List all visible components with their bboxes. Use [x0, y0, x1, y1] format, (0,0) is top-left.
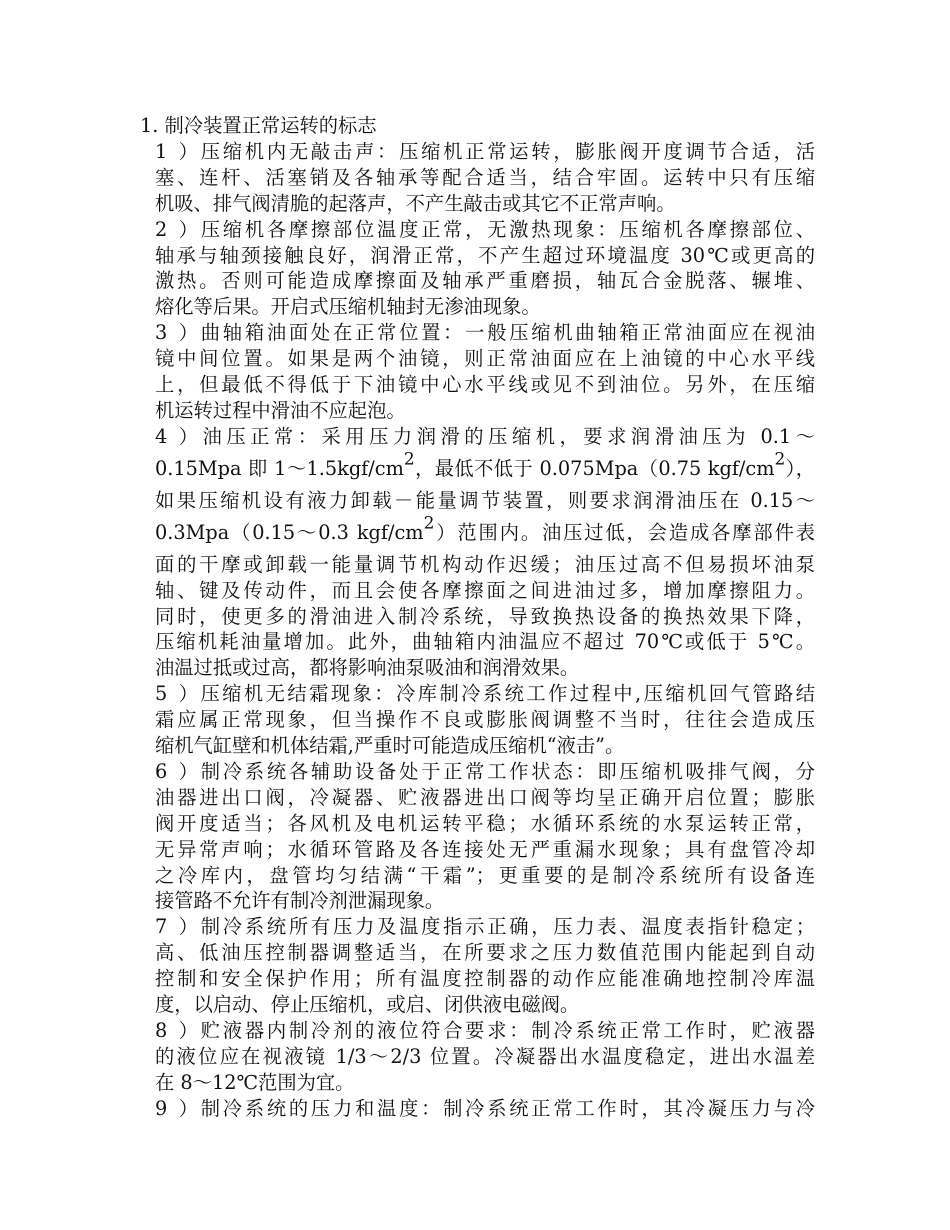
item-text-line: 曲轴箱油面处在正常位置：一般压缩机曲轴箱正常油面应在视油: [198, 321, 815, 345]
item-text-line: 油压正常：采用压力润滑的压缩机，要求润滑油压为 0.1～: [198, 424, 815, 448]
superscript: 2: [403, 449, 415, 470]
item-text-line: 压缩机各摩擦部位温度正常，无激热现象：压缩机各摩擦部位、: [198, 217, 815, 241]
item-text-line: [155, 514, 815, 552]
text-fragment: 0.3Mpa（0.15～0.3 kgf/cm: [155, 520, 424, 544]
item-text-line: 镜中间位置。如果是两个油镜，则正常油面应在上油镜的中心水平线: [155, 347, 815, 371]
item-text-line: 在 8～12℃范围为宜。: [155, 1070, 355, 1094]
list-item-2: [155, 217, 815, 321]
item-text-line: 同时，使更多的滑油进入制冷系统，导致换热设备的换热效果下降，: [155, 604, 815, 628]
item-text-line: 之冷库内，盘管均匀结满“干霜”；更重要的是制冷系统所有设备连: [155, 863, 815, 887]
superscript: 2: [423, 513, 435, 534]
item-text-line: 机吸、排气阀清脆的起落声，不产生敲击或其它不正常声响。: [155, 191, 676, 215]
superscript: 2: [774, 449, 786, 470]
item-text-line: 制冷系统各辅助设备处于正常工作状态：即压缩机吸排气阀，分: [198, 759, 815, 783]
item-text-line: 如果压缩机设有液力卸载－能量调节装置，则要求润滑油压在 0.15～: [155, 488, 815, 512]
item-text-line: 高、低油压控制器调整适当，在所要求之压力数值范围内能起到自动: [155, 941, 815, 965]
item-text-line: 油温过抵或过高，都将影响油泵吸油和润滑效果。: [155, 656, 580, 680]
item-text-line: 压缩机无结霜现象：冷库制冷系统工作过程中,压缩机回气管路结: [198, 682, 815, 706]
item-text-line: 贮液器内制冷剂的液位符合要求：制冷系统正常工作时，贮液器: [198, 1019, 815, 1042]
list-item-1: [155, 139, 815, 217]
document-body: [140, 113, 815, 1122]
item-text-line: 无异常声响；水循环管路及各连接处无严重漏水现象；具有盘管冷却: [155, 837, 815, 861]
list-item-4: [155, 424, 815, 681]
section-heading: 1. 制冷装置正常运转的标志: [140, 114, 377, 137]
list-item-8: [155, 1018, 815, 1096]
item-text-line: 霜应属正常现象，但当操作不良或膨胀阀调整不当时，往往会造成压: [155, 708, 815, 732]
item-text-line: 上，但最低不得低于下油镜中心水平线或见不到油位。另外，在压缩: [155, 373, 815, 397]
text-fragment: ），: [785, 456, 815, 480]
item-text-line: [155, 450, 815, 488]
list-item-3: [155, 320, 815, 424]
item-text-line: 塞、连杆、活塞销及各轴承等配合适当，结合牢固。运转中只有压缩: [155, 165, 815, 189]
item-text-line: 机运转过程中滑油不应起泡。: [155, 398, 406, 422]
item-number: 8）: [155, 1019, 198, 1042]
item-text-line: 接管路不允许有制冷剂泄漏现象。: [155, 889, 445, 913]
item-number: 7）: [155, 915, 198, 939]
list-item-6: [155, 759, 815, 914]
item-text-line: 激热。否则可能造成摩擦面及轴承严重磨损，轴瓦合金脱落、辗堆、: [155, 269, 815, 293]
item-number: 9）: [155, 1096, 198, 1120]
item-number: 4）: [155, 424, 198, 448]
text-fragment: 0.15Mpa 即 1～1.5kgf/cm: [155, 456, 404, 480]
item-text-line: 制冷系统所有压力及温度指示正确，压力表、温度表指针稳定；: [198, 915, 815, 939]
list-item-7: [155, 914, 815, 1018]
item-number: 2）: [155, 217, 198, 241]
item-text-line: 熔化等后果。开启式压缩机轴封无渗油现象。: [155, 295, 541, 319]
list-item-9: [155, 1096, 815, 1122]
item-text-line: 油器进出口阀，冷凝器、贮液器进出口阀等均呈正确开启位置；膨胀: [155, 785, 815, 809]
item-text-line: 轴、键及传动件，而且会使各摩擦面之间进油过多，增加摩擦阻力。: [155, 578, 815, 602]
text-fragment: ）范围内。油压过低，会造成各摩部件表: [434, 520, 815, 544]
item-text-line: 度，以启动、停止压缩机，或启、闭供液电磁阀。: [155, 993, 580, 1017]
item-number: 5）: [155, 682, 198, 706]
item-number: 3）: [155, 321, 198, 345]
item-text-line: 轴承与轴颈接触良好，润滑正常，不产生超过环境温度 30℃或更高的: [155, 243, 815, 267]
text-fragment: ，最低不低于 0.075Mpa（0.75 kgf/cm: [414, 456, 775, 480]
item-text-line: 的液位应在视液镜 1/3～2/3 位置。冷凝器出水温度稳定，进出水温差: [155, 1044, 815, 1068]
item-text-line: 压缩机内无敲击声：压缩机正常运转，膨胀阀开度调节合适，活: [198, 139, 815, 163]
item-number: 6）: [155, 759, 198, 783]
item-text-line: 阀开度适当；各风机及电机运转平稳；水循环系统的水泵运转正常，: [155, 811, 815, 835]
item-text-line: 缩机气缸壁和机体结霜,严重时可能造成压缩机“液击”。: [155, 734, 625, 758]
item-text-line: 压缩机耗油量增加。此外，曲轴箱内油温应不超过 70℃或低于 5℃。: [155, 630, 815, 654]
list-item-5: [155, 681, 815, 759]
item-text-line: 面的干摩或卸载一能量调节机构动作迟缓；油压过高不但易损坏油泵: [155, 552, 815, 576]
item-text-line: 控制和安全保护作用；所有温度控制器的动作应能准确地控制冷库温: [155, 967, 815, 991]
item-text-line: 制冷系统的压力和温度：制冷系统正常工作时，其冷凝压力与冷: [198, 1096, 815, 1120]
item-number: 1）: [155, 139, 198, 163]
